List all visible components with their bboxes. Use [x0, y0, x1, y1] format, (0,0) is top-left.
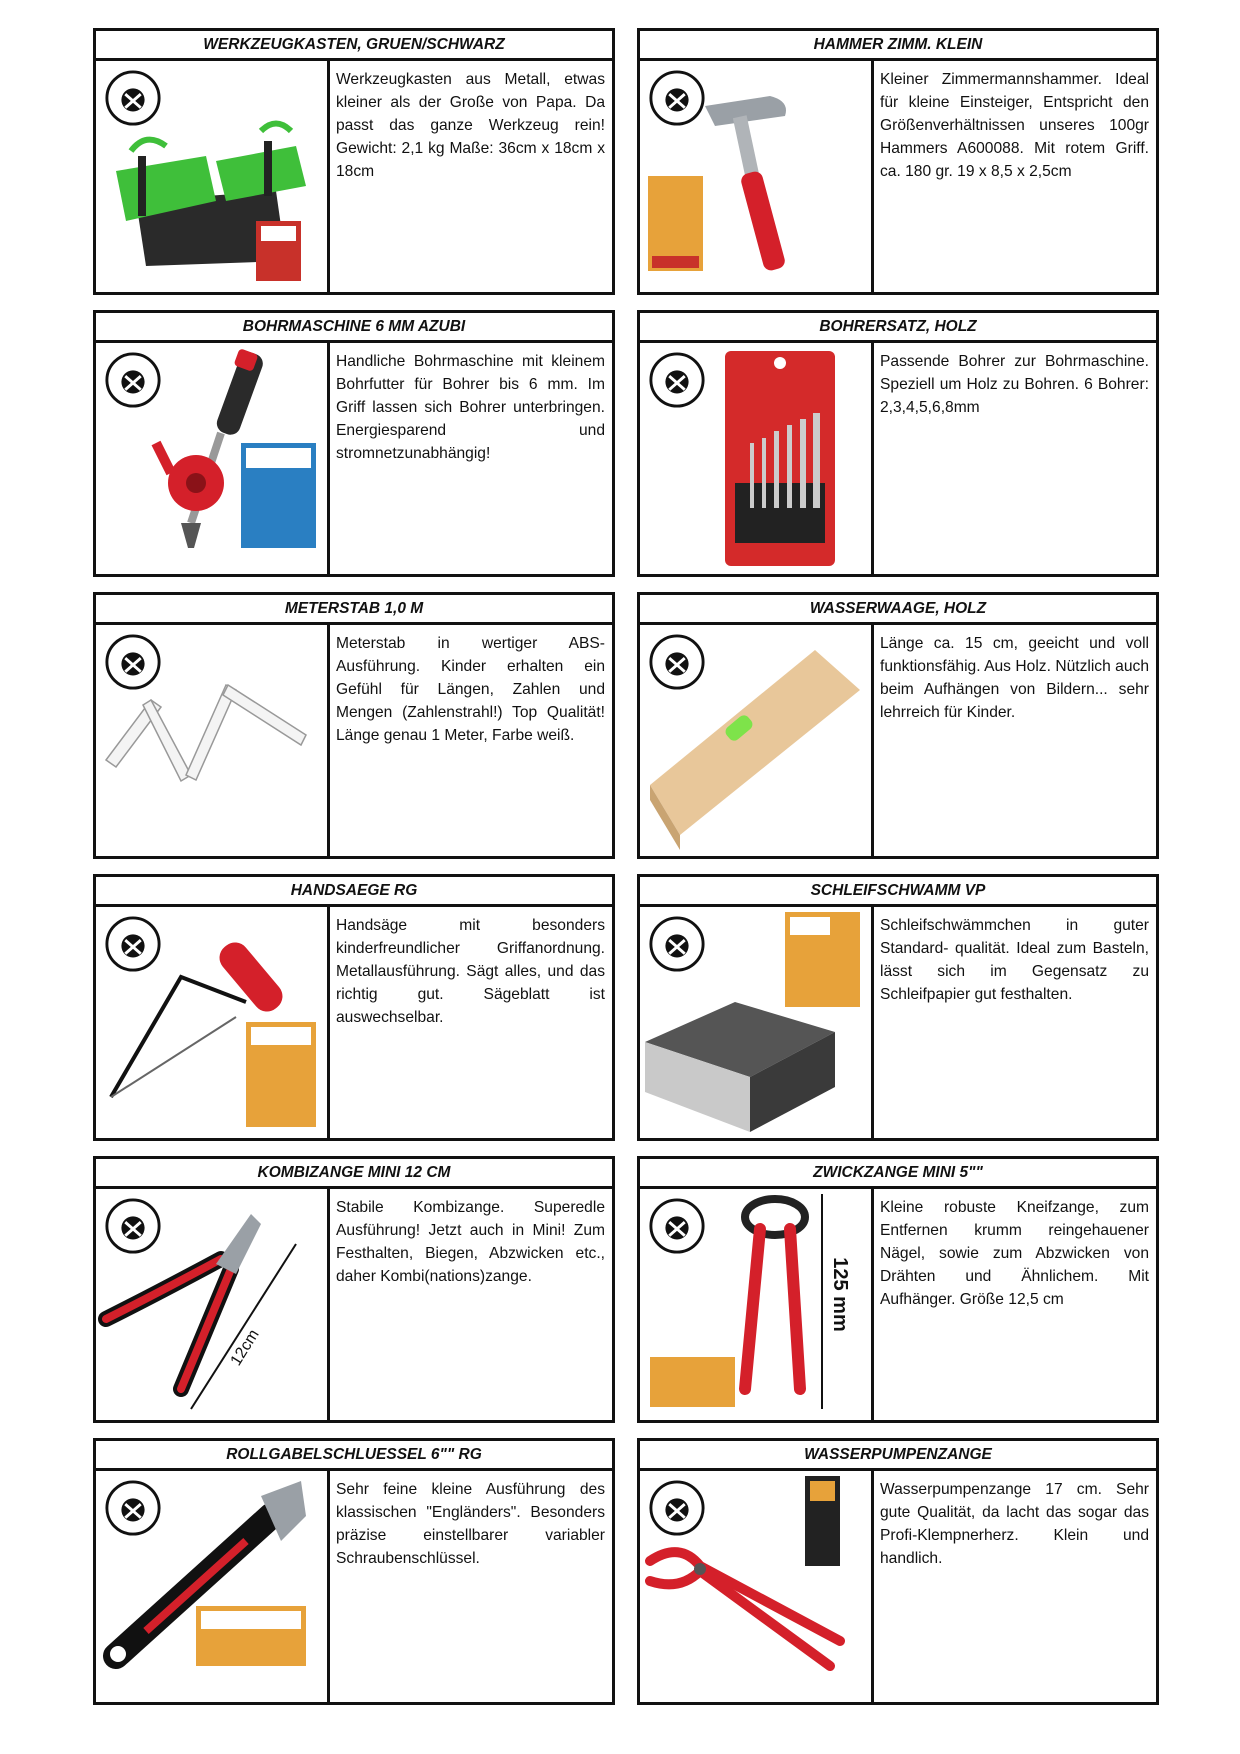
product-title: WASSERWAAGE, HOLZ: [640, 595, 1156, 625]
product-image: [96, 1189, 330, 1420]
product-image: [96, 1471, 330, 1702]
combination-pliers-icon: [96, 1189, 327, 1420]
product-title: ROLLGABELSCHLUESSEL 6"" RG: [96, 1441, 612, 1471]
product-title: METERSTAB 1,0 M: [96, 595, 612, 625]
product-title: WASSERPUMPENZANGE: [640, 1441, 1156, 1471]
spirit-level-icon: [640, 625, 871, 856]
product-description: Wasserpumpenzange 17 cm. Sehr gute Qualität, da lacht das sogar das Profi-Klempnerherz. Klein und handlich.: [880, 1481, 1149, 1567]
product-description: Meterstab in wertiger ABS-Ausführung. Kinder erhalten ein Gefühl für Längen, Zahlen und Mengen (Zahlenstrahl!) Top Qualität! Länge genau 1 Meter, Farbe weiß.: [336, 635, 605, 744]
product-description: Passende Bohrer zur Bohrmaschine. Speziell um Holz zu Bohren. 6 Bohrer: 2,3,4,5,6,8mm: [880, 353, 1149, 416]
green-toolbox-icon: [96, 61, 327, 292]
product-image: [640, 343, 874, 574]
product-image: [640, 1189, 874, 1420]
product-card-water-pump-pliers: [637, 1438, 1159, 1705]
product-card-folding-ruler: [93, 592, 615, 859]
product-card-end-cutting-pliers: [637, 1156, 1159, 1423]
sanding-sponge-icon: [640, 907, 871, 1138]
product-description: Stabile Kombizange. Superedle Ausführung! Jetzt auch in Mini! Zum Festhalten, Biegen, Abzwicken etc., daher Kombi(nations)zange.: [336, 1199, 605, 1285]
product-card-spirit-level: [637, 592, 1159, 859]
product-description: Werkzeugkasten aus Metall, etwas kleiner als der Große von Papa. Da passt das ganze Werkzeug rein! Gewicht: 2,1 kg Maße: 36cm x 18cm x 18cm: [336, 71, 605, 180]
hacksaw-icon: [96, 907, 327, 1138]
product-image: [96, 61, 330, 292]
hammer-icon: [640, 61, 871, 292]
product-description: Kleiner Zimmermannshammer. Ideal für kleine Einsteiger, Entspricht den Größenverhältnissen unseres 100gr Hammers A600088. Mit rotem Griff. ca. 180 gr. 19 x 8,5 x 2,5cm: [880, 71, 1149, 180]
product-title: BOHRERSATZ, HOLZ: [640, 313, 1156, 343]
product-card-hand-drill: [93, 310, 615, 577]
product-card-drill-bits: [637, 310, 1159, 577]
product-image: [96, 343, 330, 574]
product-description: Kleine robuste Kneifzange, zum Entfernen krumm reingehauener Nägel, sowie zum Abzwicken von Drähten und Ähnlichem. Mit Aufhänger. Größe 12,5 cm: [880, 1199, 1149, 1308]
product-image: [96, 907, 330, 1138]
product-description: Länge ca. 15 cm, geeicht und voll funktionsfähig. Aus Holz. Nützlich auch beim Aufhängen von Bildern... sehr lehrreich für Kinder.: [880, 635, 1149, 721]
size-label: 12cm: [227, 1326, 263, 1369]
folding-ruler-icon: [96, 625, 327, 856]
product-image: [96, 625, 330, 856]
product-card-sanding-sponge: [637, 874, 1159, 1141]
product-card-hammer: [637, 28, 1159, 295]
product-card-adjustable-wrench: [93, 1438, 615, 1705]
product-card-combination-pliers: [93, 1156, 615, 1423]
product-title: HAMMER ZIMM. KLEIN: [640, 31, 1156, 61]
product-title: KOMBIZANGE MINI 12 CM: [96, 1159, 612, 1189]
product-title: HANDSAEGE RG: [96, 877, 612, 907]
product-image: [640, 1471, 874, 1702]
adjustable-wrench-icon: [96, 1471, 327, 1702]
product-image: [640, 61, 874, 292]
drill-bit-set-icon: [640, 343, 871, 574]
product-title: BOHRMASCHINE 6 MM AZUBI: [96, 313, 612, 343]
product-description: Handsäge mit besonders kinderfreundlicher Griffanordnung. Metallausführung. Sägt alles, und das richtig gut. Sägeblatt ist auswechselbar.: [336, 917, 605, 1026]
product-image: [640, 907, 874, 1138]
size-label: 125 mm: [828, 1257, 851, 1332]
product-card-hacksaw: [93, 874, 615, 1141]
hand-drill-icon: [96, 343, 327, 574]
product-image: [640, 625, 874, 856]
product-description: Handliche Bohrmaschine mit kleinem Bohrfutter für Bohrer bis 6 mm. Im Griff lassen sich Bohrer unterbringen. Energiesparend und stromnetzunabhängig!: [336, 353, 605, 462]
water-pump-pliers-icon: [640, 1471, 871, 1702]
product-title: SCHLEIFSCHWAMM VP: [640, 877, 1156, 907]
product-description: Schleifschwämmchen in guter Standard- qualität. Ideal zum Basteln, lässt sich im Gegensatz zu Schleifpapier gut festhalten.: [880, 917, 1149, 1003]
product-title: WERKZEUGKASTEN, GRUEN/SCHWARZ: [96, 31, 612, 61]
product-title: ZWICKZANGE MINI 5"": [640, 1159, 1156, 1189]
product-card-toolbox: [93, 28, 615, 295]
product-description: Sehr feine kleine Ausführung des klassischen "Engländers". Besonders präzise einstellbarer variabler Schraubenschlüssel.: [336, 1481, 605, 1567]
